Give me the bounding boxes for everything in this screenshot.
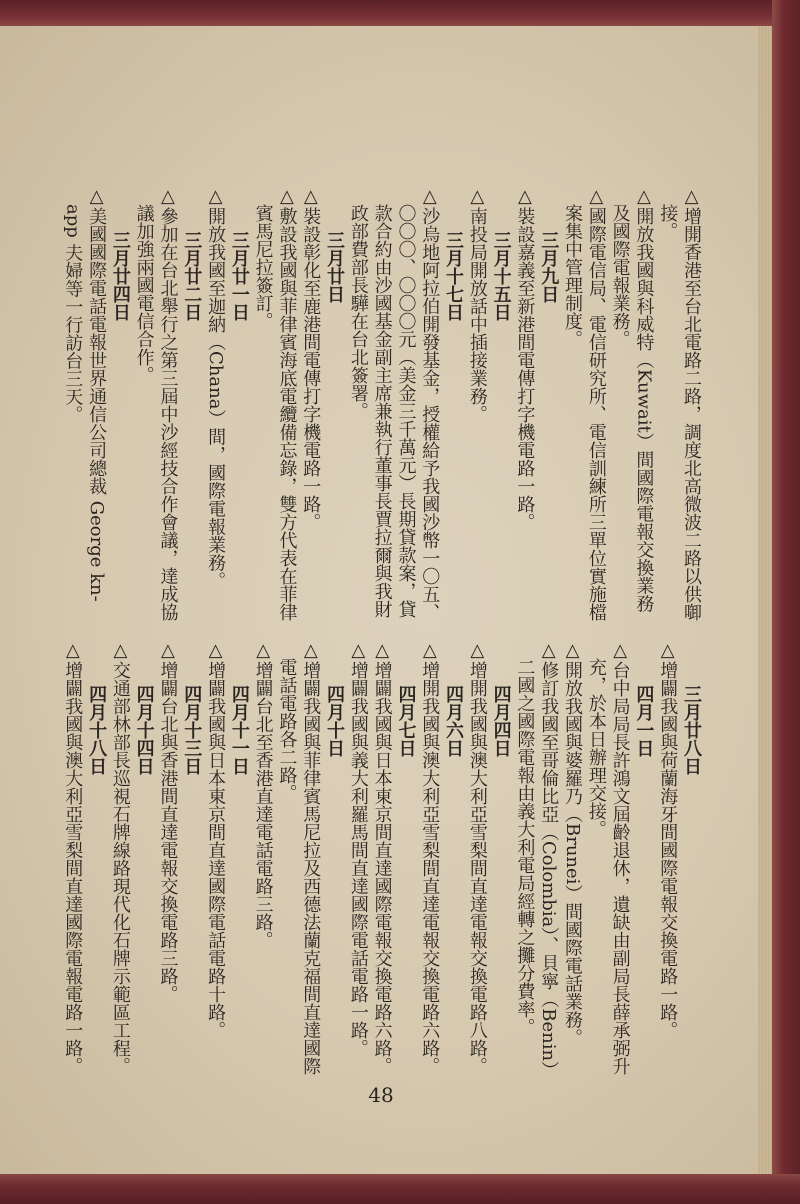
entry-continuation: 電話電路各二路。	[276, 658, 298, 802]
entry-date: 四月四日	[490, 685, 512, 757]
entry-date: 四月一日	[633, 685, 655, 757]
entry-line: △參加在台北舉行之第三屆中沙經技合作會議，達成協	[157, 186, 179, 621]
entry-continuation: 案集中管理制度。	[562, 204, 584, 348]
entry-line: △修訂我國至哥倫比亞（Colombia）、貝寧（Benin）	[538, 640, 560, 1080]
entry-continuation: 〇〇〇、〇〇〇元（美金三千萬元）長期貸款案，貸	[395, 204, 417, 618]
entry-continuation: 充，於本日辦理交接。	[585, 658, 607, 838]
entry-line: △開放我國至迦納（Chana）間，國際電報業務。	[205, 186, 227, 590]
entry-date: 四月十四日	[133, 685, 155, 775]
entry-line: △台中局局長許鴻文屆齡退休，遺缺由副局長薛承弼升	[609, 640, 631, 1075]
entry-line: △沙烏地阿拉伯開發基金，授權給予我國沙幣一〇五、	[419, 186, 441, 621]
entry-date: 四月十三日	[181, 685, 203, 775]
entry-line: △增闢台北與香港間直達電報交換電路三路。	[157, 640, 179, 1003]
entry-date: 三月廿一日	[228, 231, 250, 321]
entry-line: △裝設彰化至鹿港間電傳打字機電路一路。	[300, 186, 322, 531]
entry-line: △增闢我國與日本東京間直達國際電話電路十路。	[205, 640, 227, 1039]
entry-continuation: app 夫婦等一行訪台三天。	[62, 204, 84, 424]
entry-date: 三月廿四日	[109, 231, 131, 321]
entry-line: △南投局開放話中插接業務。	[466, 186, 488, 423]
entry-line: △國際電信局、電信研究所、電信訓練所三單位實施檔	[585, 186, 607, 621]
entry-continuation: 接。	[657, 204, 679, 240]
lower-text-block	[60, 640, 703, 1080]
entry-date: 三月十五日	[490, 231, 512, 321]
upper-text-block	[60, 186, 703, 628]
entry-line: △增闢我國與菲律賓馬尼拉及西德法蘭克福間直達國際	[300, 640, 322, 1075]
entry-line: △增闢台北至香港直達電話電路三路。	[252, 640, 274, 949]
entry-date: 三月九日	[538, 231, 560, 303]
entry-line: △增開香港至台北電路二路，調度北高微波二路以供啣	[681, 186, 702, 621]
entry-continuation: 二國之國際電報由義大利電局經轉之攤分費率。	[514, 658, 536, 1036]
book-cover-bottom-edge	[0, 1174, 800, 1204]
entry-line: △開放我國與婆羅乃（Brunei）間國際電話業務。	[562, 640, 584, 1047]
entry-line: △增開我國與澳大利亞雪梨間直達電報交換電路八路。	[466, 640, 488, 1075]
entry-line: △敷設我國與菲律賓海底電纜備忘錄，雙方代表在菲律	[276, 186, 298, 621]
entry-line: △裝設嘉義至新港間電傳打字機電路一路。	[514, 186, 536, 531]
page-stack-edge	[758, 26, 772, 1174]
entry-line: △開放我國與科威特（Kuwait）間國際電報交換業務	[633, 186, 655, 613]
entry-date: 三月廿日	[324, 231, 346, 303]
entry-line: △增闢我國與義大利羅馬間直達國際電話電路一路。	[347, 640, 369, 1057]
entry-date: 四月十一日	[228, 685, 250, 775]
entry-continuation: 政部費部長驊在台北簽署。	[347, 204, 369, 420]
entry-date: 三月十七日	[443, 231, 465, 321]
entry-date: 三月廿八日	[681, 685, 702, 775]
entry-line: △增闢我國與荷蘭海牙間國際電報交換電路一路。	[657, 640, 679, 1039]
book-cover-right-edge	[772, 0, 800, 1204]
entry-date: 四月十八日	[86, 685, 108, 775]
entry-continuation: 賓馬尼拉簽訂。	[252, 204, 274, 330]
entry-date: 四月七日	[395, 685, 417, 757]
entry-line: △交通部林部長巡視石牌線路現代化石牌示範區工程。	[109, 640, 131, 1075]
entry-date: 四月十日	[324, 685, 346, 757]
entry-continuation: 款合約由沙國基金副主席兼執行董事長賈拉爾與我財	[371, 204, 393, 618]
book-cover-top-edge	[0, 0, 800, 26]
entry-continuation: 議加強兩國電信合作。	[133, 204, 155, 384]
entry-continuation: 及國際電報業務。	[609, 204, 631, 348]
entry-date: 三月廿二日	[181, 231, 203, 321]
entry-line: △增開我國與澳大利亞雪梨間直達電報交換電路六路。	[419, 640, 441, 1075]
page-number: 48	[368, 1083, 394, 1107]
entry-line: △增闢我國與澳大利亞雪梨間直達國際電報電路一路。	[62, 640, 84, 1075]
entry-date: 四月六日	[443, 685, 465, 757]
entry-line: △增闢我國與日本東京間直達國際電報交換電路六路。	[371, 640, 393, 1075]
entry-line: △美國國際電話電報世界通信公司總裁 George kn-	[86, 186, 108, 602]
